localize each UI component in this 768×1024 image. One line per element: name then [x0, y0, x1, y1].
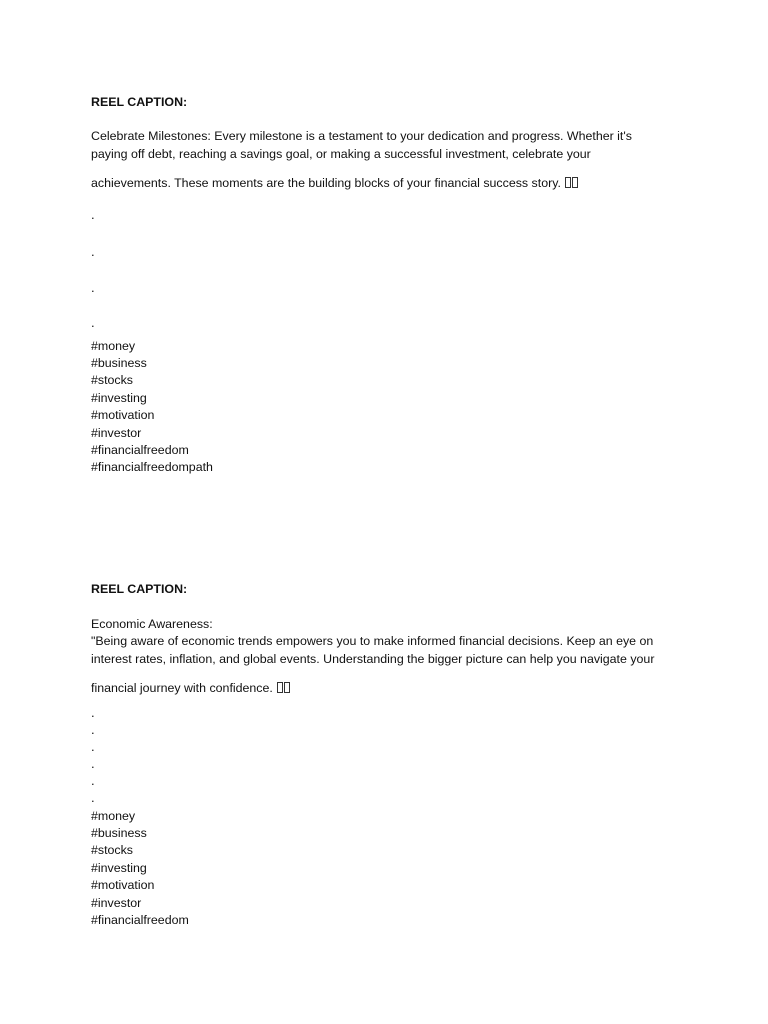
hashtag: #financialfreedom	[91, 913, 189, 927]
section2-dot: .	[91, 773, 95, 788]
missing-glyph-icon	[284, 682, 290, 693]
section2-paragraph-line2: interest rates, inflation, and global events. Understanding the bigger picture can help you navigate your	[91, 652, 655, 666]
hashtag: #motivation	[91, 408, 155, 422]
hashtag: #investor	[91, 426, 142, 440]
missing-glyph-icon	[572, 177, 578, 188]
section2-heading: REEL CAPTION:	[91, 582, 188, 596]
section1-paragraph-line1: Celebrate Milestones: Every milestone is a testament to your dedication and progress. Whether it's	[91, 129, 632, 143]
section2-dot: .	[91, 739, 95, 754]
missing-glyph-icon	[565, 177, 571, 188]
missing-glyph-icon	[277, 682, 283, 693]
section2-dot: .	[91, 705, 95, 720]
section1-paragraph-line3: achievements. These moments are the building blocks of your financial success story.	[91, 175, 578, 192]
section2-dot: .	[91, 722, 95, 737]
hashtag: #business	[91, 826, 147, 840]
section1-dot: .	[91, 207, 95, 222]
section2-title-line: Economic Awareness:	[91, 617, 213, 631]
hashtag: #stocks	[91, 373, 134, 387]
section2-paragraph-line1: "Being aware of economic trends empowers you to make informed financial decisions. Keep an eye on	[91, 634, 654, 648]
section2-paragraph-line3: financial journey with confidence.	[91, 680, 290, 697]
hashtag: #money	[91, 809, 136, 823]
hashtag: #financialfreedom	[91, 443, 189, 457]
section1-dot: .	[91, 280, 95, 295]
section1-heading: REEL CAPTION:	[91, 95, 188, 109]
hashtag: #investing	[91, 861, 147, 875]
hashtag: #motivation	[91, 878, 155, 892]
hashtag: #money	[91, 339, 136, 353]
section1-dot: .	[91, 315, 95, 330]
hashtag: #investor	[91, 896, 142, 910]
hashtag: #business	[91, 356, 147, 370]
section2-dot: .	[91, 756, 95, 771]
section2-dot: .	[91, 790, 95, 805]
section1-dot: .	[91, 244, 95, 259]
hashtag: #financialfreedompath	[91, 460, 213, 474]
section1-paragraph-line2: paying off debt, reaching a savings goal, or making a successful investment, celebrate your	[91, 147, 591, 161]
hashtag: #stocks	[91, 843, 134, 857]
hashtag: #investing	[91, 391, 147, 405]
